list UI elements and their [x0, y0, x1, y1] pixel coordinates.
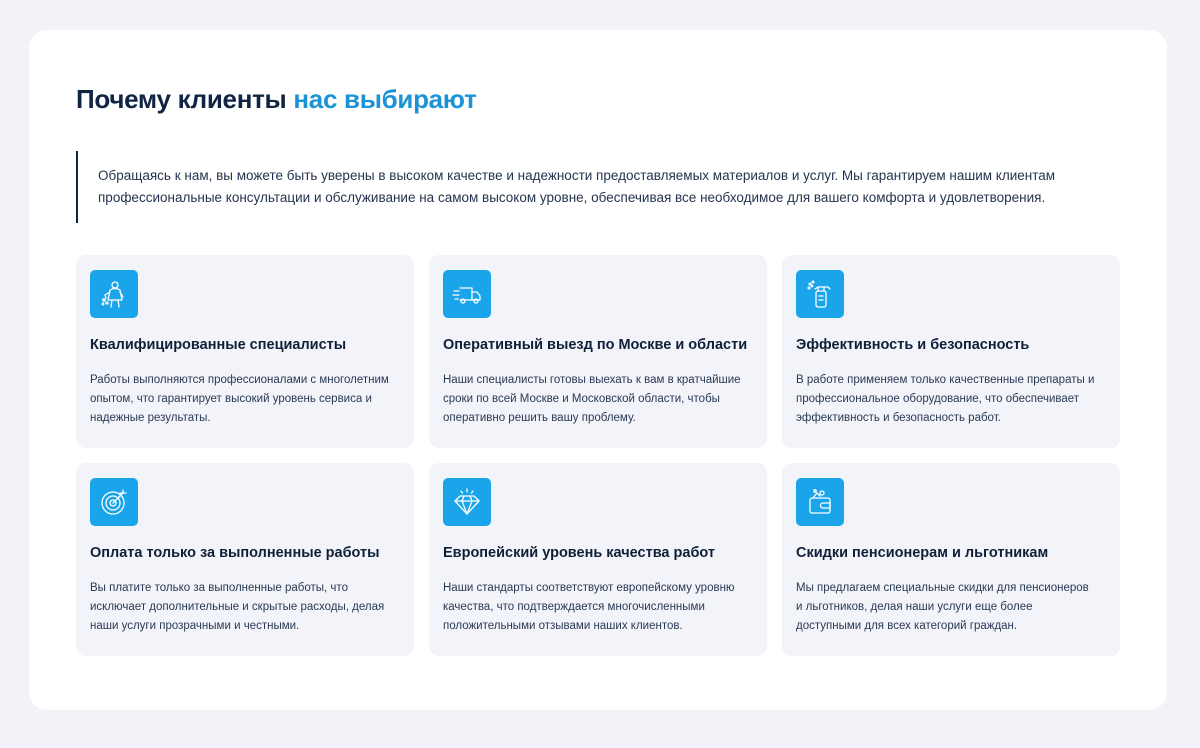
intro-text: Обращаясь к нам, вы можете быть уверены в высоком качестве и надежности предоставляемых материалов и услуг. Мы гарантируем нашим клиентам профессиональные консультации и обслуживание на самом высоком уровне, обеспечивая все необходимое для вашего комфорта и удовлетворения.: [98, 168, 1056, 205]
feature-card-payment: [76, 463, 414, 656]
feature-card-title: Европейский уровень качества работ: [443, 545, 715, 561]
section-title-main: Почему клиенты: [76, 84, 287, 114]
section-title: [76, 84, 477, 115]
feature-card-discounts: [782, 463, 1120, 656]
feature-card-title: Эффективность и безопасность: [796, 337, 1030, 353]
feature-card-title: Скидки пенсионерам и льготникам: [796, 545, 1049, 561]
feature-card-text: Работы выполняются профессионалами с многолетним опытом, что гарантирует высокий уровень сервиса и надежные результаты.: [90, 374, 389, 424]
feature-card-specialists: [76, 255, 414, 448]
feature-card-safety: [782, 255, 1120, 448]
feature-card-title: Оперативный выезд по Москве и области: [443, 337, 748, 353]
target-icon: [90, 478, 138, 526]
feature-card-quality: [429, 463, 767, 656]
intro-quote: [76, 151, 1076, 223]
wallet-icon: [796, 478, 844, 526]
feature-card-fast-arrival: [429, 255, 767, 448]
section-title-accent: нас выбирают: [293, 84, 477, 114]
feature-card-text: Наши специалисты готовы выехать к вам в кратчайшие сроки по всей Москве и Московской области, чтобы оперативно решить вашу проблему.: [443, 374, 741, 424]
feature-card-text: Мы предлагаем специальные скидки для пенсионеров и льготников, делая наши услуги еще более доступными для всех категорий граждан.: [796, 582, 1089, 632]
feature-card-text: Вы платите только за выполненные работы, что исключает дополнительные и скрытые расходы, делая наши услуги прозрачными и честными.: [90, 582, 385, 632]
feature-card-title: Оплата только за выполненные работы: [90, 545, 380, 561]
feature-card-title: Квалифицированные специалисты: [90, 337, 347, 353]
sprayer-icon: [796, 270, 844, 318]
truck-icon: [443, 270, 491, 318]
feature-card-text: В работе применяем только качественные препараты и профессиональное оборудование, что обеспечивает эффективность и безопасность работ.: [796, 374, 1095, 424]
specialist-icon: [90, 270, 138, 318]
feature-card-text: Наши стандарты соответствуют европейскому уровню качества, что подтверждается многочисленными положительными отзывами наших клиентов.: [443, 582, 735, 632]
diamond-icon: [443, 478, 491, 526]
